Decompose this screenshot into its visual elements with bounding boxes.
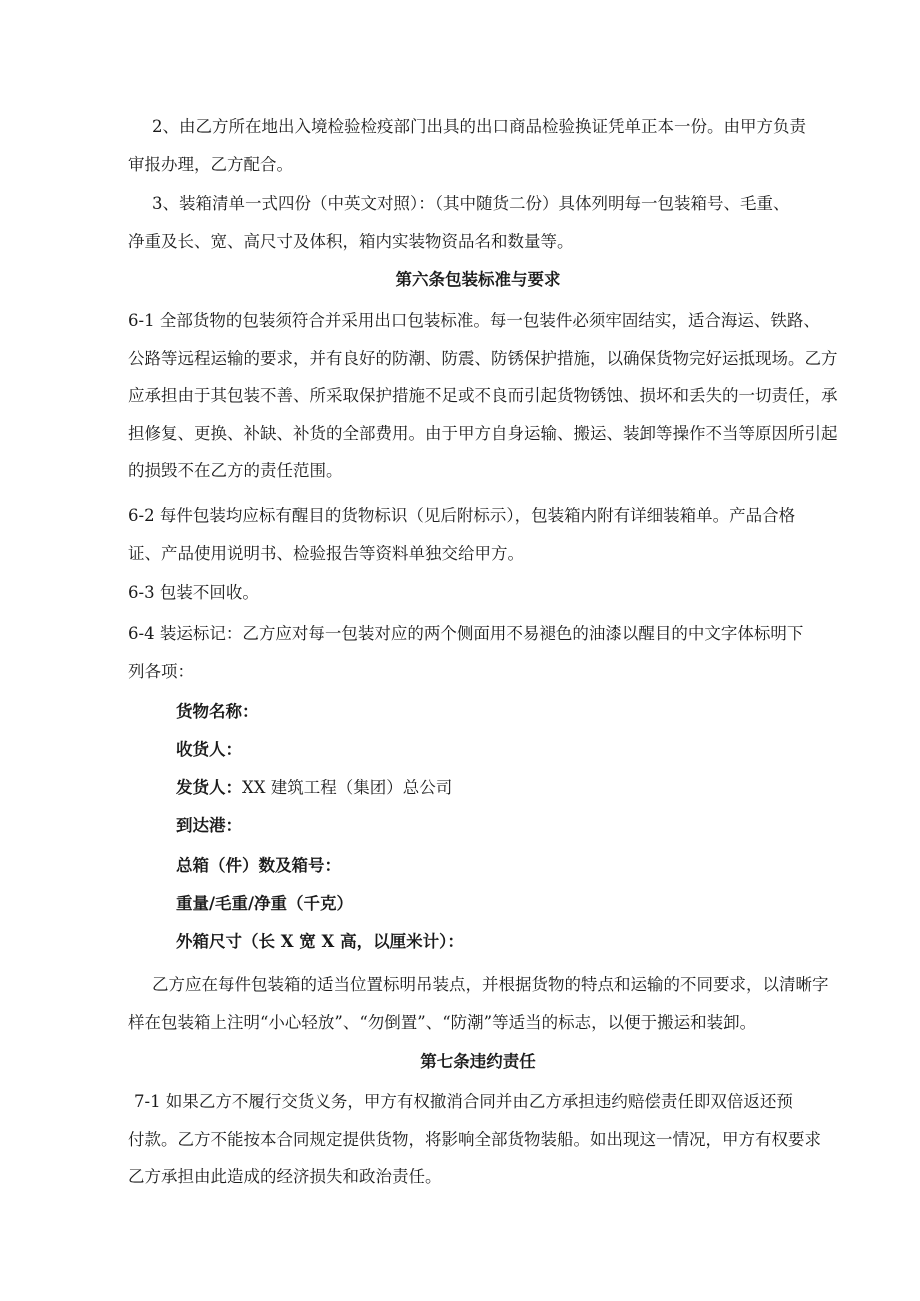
- paragraph-line: 付款。乙方不能按本合同规定提供货物，将影响全部货物装船。如出现这一情况，甲方有权要求: [128, 1129, 821, 1149]
- paragraph-line: 3、装箱清单一式四份（中英文对照）：（其中随货二份）具体列明每一包装箱号、毛重、: [152, 194, 790, 213]
- article-7-title: 第七条违约责任: [420, 1052, 536, 1071]
- mark-consignee: [176, 735, 242, 765]
- paragraph-line: 样在包装箱上注明“小心轻放”、“勿倒置”、“防潮”等适当的标志，以便于搬运和装卸。: [128, 1012, 757, 1032]
- paragraph-line: 6-1 全部货物的包装须符合并采用出口包装标准。每一包装件必须牢固结实，适合海运、铁路、: [128, 311, 820, 330]
- mark-label: 总箱（件）数及箱号：: [176, 856, 341, 875]
- paragraph-line: 净重及长、宽、高尺寸及体积，箱内实装物资品名和数量等。: [128, 231, 574, 251]
- article-6-title: 第六条包装标准与要求: [395, 270, 561, 289]
- paragraph-line: 应承担由于其包装不善、所采取保护措施不足或不良而引起货物锈蚀、损坏和丢失的一切责任，承: [128, 386, 838, 405]
- paragraph-line: 的损毁不在乙方的责任范围。: [128, 461, 343, 480]
- mark-shipper: [176, 773, 452, 803]
- paragraph-line: 证、产品使用说明书、检验报告等资料单独交给甲方。: [128, 543, 524, 563]
- paragraph-line: 2、由乙方所在地出入境检验检疫部门出具的出口商品检验换证凭单正本一份。由甲方负责: [152, 117, 806, 136]
- paragraph-line: 6-3 包装不回收。: [128, 583, 259, 602]
- paragraph-3: [128, 185, 828, 260]
- paragraph-line: 列各项：: [128, 661, 194, 681]
- mark-label: 货物名称：: [176, 702, 259, 721]
- mark-dimensions: [176, 927, 464, 957]
- mark-label: 发货人：: [176, 778, 242, 797]
- mark-weight: [176, 889, 353, 919]
- mark-value: XX 建筑工程（集团）总公司: [242, 778, 453, 797]
- clause-6-2: [128, 497, 828, 572]
- paragraph-2: [128, 108, 828, 183]
- clause-6-1: [128, 302, 838, 490]
- paragraph-line: 6-4 装运标记：乙方应对每一包装对应的两个侧面用不易褪色的油漆以醒目的中文字体标明下: [128, 624, 804, 643]
- paragraph-line: 担修复、更换、补缺、补货的全部费用。由于甲方自身运输、搬运、装卸等操作不当等原因所引起: [128, 423, 838, 443]
- paragraph-line: 公路等远程运输的要求，并有良好的防潮、防震、防锈保护措施，以确保货物完好运抵现场。乙方: [128, 348, 838, 368]
- paragraph-line: 6-2 每件包装均应标有醒目的货物标识（见后附标示），包装箱内附有详细装箱单。产品合格: [128, 506, 796, 525]
- marking-paragraph: [128, 966, 828, 1041]
- clause-6-3: [128, 574, 828, 612]
- paragraph-line: 乙方承担由此造成的经济损失和政治责任。: [128, 1167, 442, 1186]
- mark-port: [176, 811, 242, 841]
- paragraph-line: 审报办理，乙方配合。: [128, 154, 293, 174]
- mark-total-boxes: [176, 851, 341, 881]
- mark-label: 到达港：: [176, 816, 242, 835]
- clause-6-4: [128, 615, 828, 690]
- clause-7-1: [128, 1083, 828, 1196]
- mark-label: 外箱尺寸（长 X 宽 X 高，以厘米计）：: [176, 932, 464, 951]
- mark-label: 收货人：: [176, 740, 242, 759]
- mark-goods-name: [176, 697, 259, 727]
- paragraph-line: 7-1 如果乙方不履行交货义务，甲方有权撤消合同并由乙方承担违约赔偿责任即双倍返还预: [134, 1092, 793, 1111]
- mark-label: 重量/毛重/净重（千克）: [176, 894, 354, 913]
- paragraph-line: 乙方应在每件包装箱的适当位置标明吊装点，并根据货物的特点和运输的不同要求，以清晰字: [152, 975, 829, 994]
